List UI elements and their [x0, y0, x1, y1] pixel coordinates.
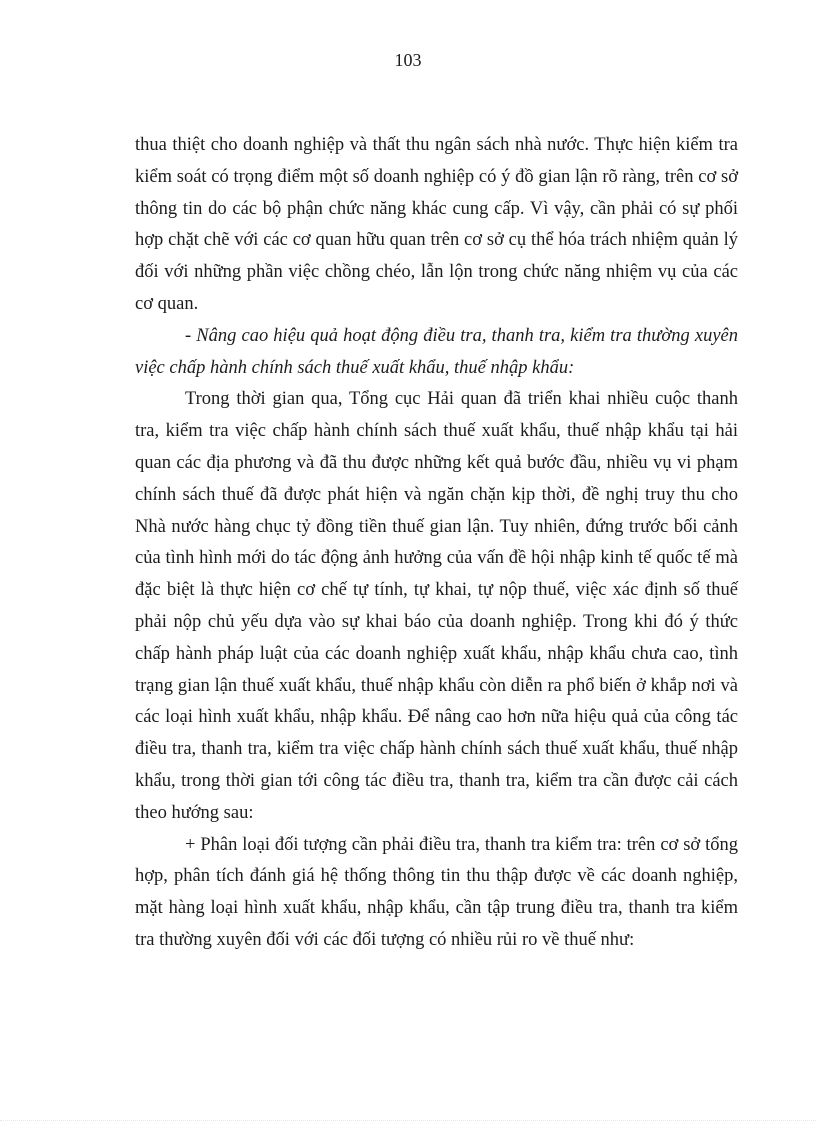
page-number: 103 [394, 50, 422, 70]
paragraph-body: Trong thời gian qua, Tổng cục Hải quan đã triển khai nhiều cuộc thanh tra, kiểm tra việc chấp hành chính sách thuế xuất khẩu, thuế nhập khẩu tại hải quan các địa phương và đã thu được những kết quả bước đầu, nhiều vụ vi phạm chính sách thuế đã được phát hiện và ngăn chặn kịp thời, đề nghị truy thu cho Nhà nước hàng chục tỷ đồng tiền thuế gian lận. Tuy nhiên, đứng trước bối cảnh của tình hình mới do tác động ảnh hưởng của vấn đề hội nhập kinh tế quốc tế mà đặc biệt là thực hiện cơ chế tự tính, tự khai, tự nộp thuế, việc xác định số thuế phải nộp chủ yếu dựa vào sự khai báo của doanh nghiệp. Trong khi đó ý thức chấp hành pháp luật của các doanh nghiệp xuất khẩu, nhập khẩu chưa cao, tình trạng gian lận thuế xuất khẩu, thuế nhập khẩu còn diễn ra phổ biến ở khắp nơi và các loại hình xuất khẩu, nhập khẩu. Để nâng cao hơn nữa hiệu quả của công tác điều tra, thanh tra, kiểm tra việc chấp hành chính sách thuế xuất khẩu, thuế nhập khẩu, trong thời gian tới công tác điều tra, thanh tra, kiểm tra cần được cải cách theo hướng sau: [135, 389, 738, 823]
paragraph-italic-heading: - Nâng cao hiệu quả hoạt động điều tra, thanh tra, kiểm tra thường xuyên việc chấp hành chính sách thuế xuất khẩu, thuế nhập khẩu: [135, 325, 738, 378]
paragraph-list-item: + Phân loại đối tượng cần phải điều tra, thanh tra kiểm tra: trên cơ sở tổng hợp, phân tích đánh giá hệ thống thông tin thu thập được về các doanh nghiệp, mặt hàng loại hình xuất khẩu, nhập khẩu, cần tập trung điều tra, thanh tra kiểm tra thường xuyên đối với các đối tượng có nhiều rủi ro về thuế như: [135, 834, 738, 950]
paragraph-continuation: thua thiệt cho doanh nghiệp và thất thu ngân sách nhà nước. Thực hiện kiểm tra kiểm soát có trọng điểm một số doanh nghiệp có ý đồ gian lận rõ ràng, trên cơ sở thông tin do các bộ phận chức năng khác cung cấp. Vì vậy, cần phải có sự phối hợp chặt chẽ với các cơ quan hữu quan trên cơ sở cụ thể hóa trách nhiệm quản lý đối với những phần việc chồng chéo, lẫn lộn trong chức năng nhiệm vụ của các cơ quan. [135, 135, 738, 314]
body-text [135, 130, 738, 957]
